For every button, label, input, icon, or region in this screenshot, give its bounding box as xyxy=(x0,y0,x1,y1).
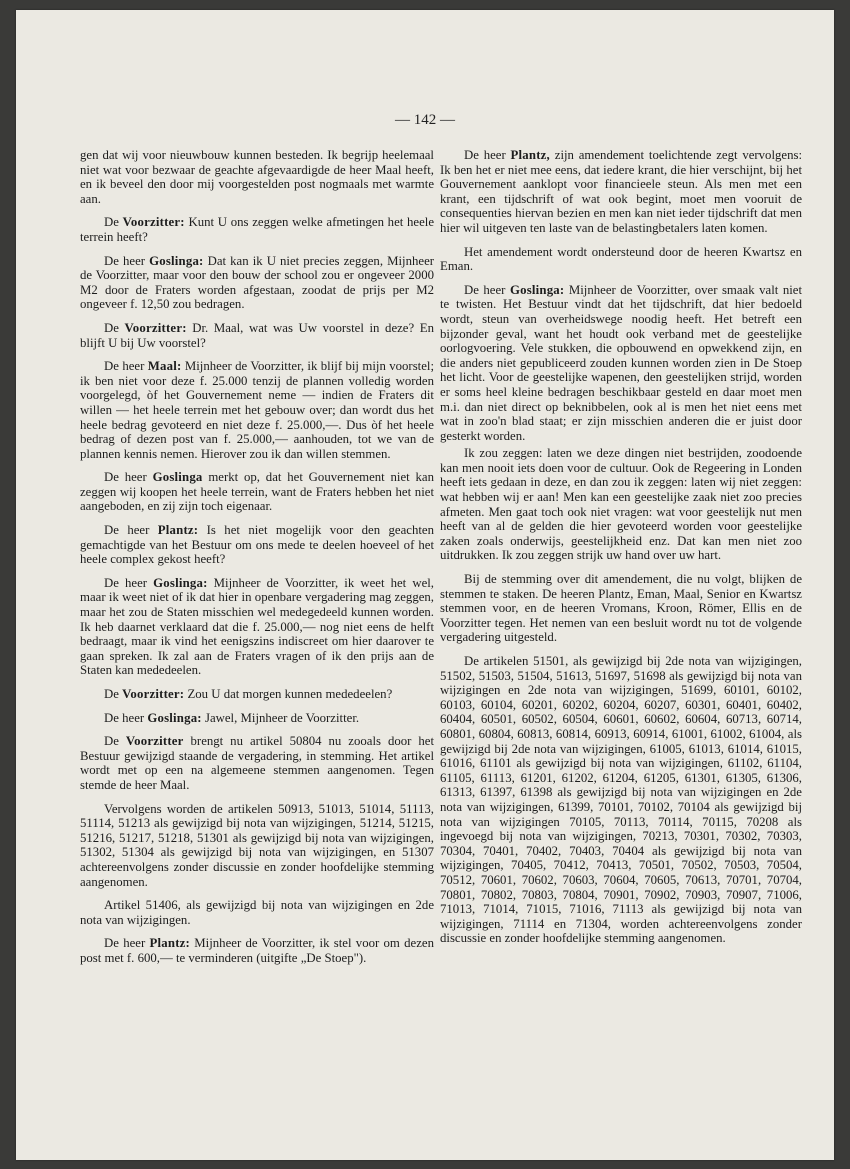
text-paragraph xyxy=(80,802,434,890)
text-paragraph xyxy=(80,898,434,927)
speech-paragraph xyxy=(80,470,434,514)
speaker-name: Goslinga: xyxy=(147,710,202,725)
paragraph-text: Zou U dat morgen kunnen mededeelen? xyxy=(187,687,393,701)
paragraph-text: zijn amendement toelichtende zegt vervolgens: Ik ben het er niet mee eens, dat iedere krant, die hier verschijnt, bij het Gouvernement aanklopt voor financieele steun. Als men met een krant, een tijdschrift of wat ook begint, moet men vooruit de consequenties hiervan bezien en men kan niet ieder tijdschrift dat men hier wil uitgeven ten laste van de belastingbetalers laten komen. xyxy=(440,148,803,235)
speaker-name: Voorzitter: xyxy=(122,215,185,230)
paragraph-text: Kunt U ons zeggen welke afmetingen het heele terrein heeft? xyxy=(80,215,435,244)
speaker-prefix: De heer xyxy=(104,253,146,268)
speaker-name: Voorzitter xyxy=(125,734,184,749)
right-column xyxy=(440,148,802,955)
speech-paragraph xyxy=(80,523,434,567)
paragraph-text: Artikel 51406, als gewijzigd bij nota van wijzigingen en 2de nota van wijzigingen. xyxy=(80,898,434,927)
speaker-name: Goslinga: xyxy=(153,575,208,590)
paragraph-text: Is het niet mogelijk voor den geachten gemachtigde van het Bestuur om ons mede te deelen hoeveel of het heele complex gekost heeft? xyxy=(80,523,435,567)
speech-paragraph xyxy=(80,734,434,792)
paragraph-text: gen dat wij voor nieuwbouw kunnen besteden. Ik begrijp heelemaal niet wat voor bezwaar de geachte afgevaardigde de heer Maal heeft, en ik beveel den door mij voorgestelden post nogmaals met warmte aan. xyxy=(80,148,434,206)
speech-paragraph xyxy=(80,936,434,965)
left-column xyxy=(80,148,434,975)
speaker-prefix: De xyxy=(104,734,119,749)
speaker-name: Goslinga xyxy=(152,470,203,485)
speaker-name: Goslinga: xyxy=(149,253,204,268)
speaker-name: Voorzitter: xyxy=(122,687,185,701)
speech-paragraph xyxy=(80,711,434,726)
speaker-name: Plantz, xyxy=(510,148,550,162)
paragraph-text: Bij de stemming over dit amendement, die nu volgt, blijken de stemmen te staken. De heeren Plantz, Eman, Maal, Senior en Kwartsz stemmen voor, en de heeren Vromans, Kroon, Römer, Ellis en de Voorzitter tegen. Het nemen van een besluit wordt nu tot de volgende vergadering uitgesteld. xyxy=(440,572,802,645)
paragraph-text: Dr. Maal, wat was Uw voorstel in deze? En blijft U bij Uw voorstel? xyxy=(80,320,434,350)
speaker-prefix: De heer xyxy=(104,936,146,951)
speech-paragraph xyxy=(80,215,434,244)
text-paragraph xyxy=(440,654,802,946)
speaker-name: Voorzitter: xyxy=(124,320,187,335)
speaker-prefix: De heer xyxy=(104,359,145,374)
speech-paragraph xyxy=(440,283,802,444)
speaker-prefix: De heer xyxy=(104,470,147,485)
speaker-prefix: De heer xyxy=(464,148,506,162)
text-paragraph xyxy=(440,446,802,563)
paragraph-text: Mijnheer de Voorzitter, ik weet het wel, maar ik weet niet of ik dat hier in openbare vergadering mag zeggen, maar het zou de Staten misschien wel medegedeeld kunnen worden. Ik heb daarnet verklaard dat die f. 25.000,— nog niet eens de helft bedraagt, maar ik vind het eenigszins indiscreet om hier daarover te gaan spreken. Ik zal aan de Fraters vragen of ik den prijs aan de Staten kan mededeelen. xyxy=(80,575,435,678)
speaker-prefix: De heer xyxy=(104,710,145,725)
speech-paragraph xyxy=(80,254,434,312)
text-paragraph xyxy=(440,245,802,274)
paragraph-text: Jawel, Mijnheer de Voorzitter. xyxy=(204,710,360,725)
paragraph-text: merkt op, dat het Gouvernement niet kan zeggen wij koopen het heele terrein, want de Fraters hebben het niet aangeboden, en zij zijn toch eigenaar. xyxy=(80,470,434,514)
paragraph-text: De artikelen 51501, als gewijzigd bij 2de nota van wijzigingen, 51502, 51503, 51504, 51613, 51697, 51698 als gewijzigd bij nota van wijzigingen en 2de nota van wijzigingen, 51699, 60101, 60102, 60103, 60104, 60201, 60202, 60204, 60207, 60301, 60401, 60402, 60404, 60501, 60502, 60504, 60601, 60602, 60604, 60713, 60714, 60801, 60804, 60813, 60814, 60913, 60914, 61001, 61002, 61004, als gewijzigd bij 2de nota van wijzigingen, 61005, 61013, 61014, 61015, 61016, 61101 als gewijzigd bij nota van wijzigingen, 61102, 61104, 61105, 61113, 61201, 61202, 61204, 61205, 61301, 61305, 61306, 61313, 61397, 61398 als gewijzigd bij nota van wijzigingen en 2de nota van wijzigingen, 61399, 70101, 70102, 70104 als gewijzigd bij nota van wijzigingen 70105, 70113, 70114, 70115, 70208 als ingevoegd bij nota van wijzigingen, 70213, 70301, 70302, 70303, 70304, 70401, 70402, 70403, 70404 als gewijzigd bij nota van wijzigingen, 70405, 70412, 70413, 70501, 70502, 70503, 70504, 70512, 70601, 70602, 70603, 70604, 70605, 70613, 70701, 70704, 70801, 70802, 70803, 70804, 70901, 70902, 70903, 70907, 71006, 71013, 71014, 71015, 71016, 71113 als gewijzigd bij nota van wijzigingen, 71114 en 71304, worden achtereenvolgens zonder discussie en zonder hoofdelijke stemming aangenomen. xyxy=(440,654,802,946)
speaker-prefix: De heer xyxy=(464,282,506,297)
speech-paragraph xyxy=(80,321,434,350)
speaker-name: Goslinga: xyxy=(509,282,565,297)
speaker-prefix: De xyxy=(104,215,119,230)
speaker-prefix: De heer xyxy=(104,575,148,590)
text-paragraph xyxy=(440,572,802,645)
speech-paragraph xyxy=(80,687,434,702)
speaker-prefix: De xyxy=(104,687,119,701)
speech-paragraph xyxy=(440,148,802,236)
paragraph-text: Vervolgens worden de artikelen 50913, 51013, 51014, 51113, 51114, 51213 als gewijzigd bij nota van wijzigingen, 51214, 51215, 51216, 51217, 51218, 51301 als gewijzigd bij nota van wijzigingen, 51302, 51304 als gewijzigd bij nota van wijzigingen, en 51307 achtereenvolgens zonder discussie en zonder hoofdelijke stemming aangenomen. xyxy=(80,801,434,889)
paragraph-text: Mijnheer de Voorzitter, ik stel voor om dezen post met f. 600,— te verminderen (uitgifte „De Stoep"). xyxy=(80,936,434,965)
speaker-name: Maal: xyxy=(147,359,182,374)
speech-paragraph xyxy=(80,576,434,678)
paragraph-text: Het amendement wordt ondersteund door de heeren Kwartsz en Eman. xyxy=(440,244,802,274)
paragraph-text: brengt nu artikel 50804 nu zooals door het Bestuur gewijzigd staande de vergadering, in stemming. Het artikel wordt met op een na algemeene stemmen aangenomen. Tegen stemde de heer Maal. xyxy=(80,734,434,792)
speech-paragraph xyxy=(80,359,434,461)
speaker-name: Plantz: xyxy=(149,936,191,951)
speaker-prefix: De xyxy=(104,320,119,335)
page-number: — 142 — xyxy=(395,112,455,128)
text-paragraph xyxy=(80,148,434,206)
paragraph-text: Dat kan ik U niet precies zeggen, Mijnheer de Voorzitter, maar voor den bouw der school zou er ongeveer 2000 M2 door de Fraters worden afgestaan, zoodat de prijs per M2 ongeveer f. 12,50 zou bedragen. xyxy=(80,253,435,312)
document-page xyxy=(16,10,834,1160)
speaker-name: Plantz: xyxy=(157,523,199,538)
paragraph-text: Ik zou zeggen: laten we deze dingen niet bestrijden, zoodoende kan men nooit iets doen voor de cultuur. Ook de Regeering in Londen heeft iets gedaan in deze, en dan zou ik zeggen: laten wij niet zeggen: wat hebben wij er aan! Men kan een geestelijke zaak niet zoo precies afmeten. Men gaat toch ook niet vragen: wat voor geestelijk nut men heeft van al de gelden die hier gevoteerd worden voor geestelijke zaken zoals onderwijs, geestelijkheid enz. Dat kan men niet zoo uitdrukken. Ik zou zeggen strijk uw hand over uw hart. xyxy=(440,446,802,563)
speaker-prefix: De heer xyxy=(104,523,150,538)
paragraph-text: Mijnheer de Voorzitter, ik blijf bij mijn voorstel; ik ben niet voor deze f. 25.000 tenzij de plannen volledig worden voorgelegd, òf het Gouvernement neme — indien de Fraters dit willen — het heele terrein met het gebouw over; dan wordt dus het heele bedrag gevoteerd en niet deze f. 25.000,—. Dus òf het heele bedrag of dezen post van f. 25.000,— aanhouden, tot we van de plannen kennis nemen. Hierover zou ik dan willen stemmen. xyxy=(80,359,435,461)
paragraph-text: Mijnheer de Voorzitter, over smaak valt niet te twisten. Het Bestuur vindt dat het tijdschrift, dat hier bedoeld wordt, steun van overheidswege noodig heeft. Het betreft een bijzonder geval, want het houdt ook verband met de geestelijke oorlogvoering. Vele stukken, die opbouwend en opwekkend zijn, en die anders niet gepubliceerd zouden kunnen worden zien in De Stoep het licht. Voor de geestelijke wapenen, den geestelijken strijd, worden er soms heel kleine bedragen beschikbaar gesteld en daar moet men m.i. dan niet direct op beknibbelen, ook al is men het niet eens met wat in zoo'n blad staat; er zijn misschien anderen die er juist door gesterkt worden. xyxy=(440,282,803,443)
